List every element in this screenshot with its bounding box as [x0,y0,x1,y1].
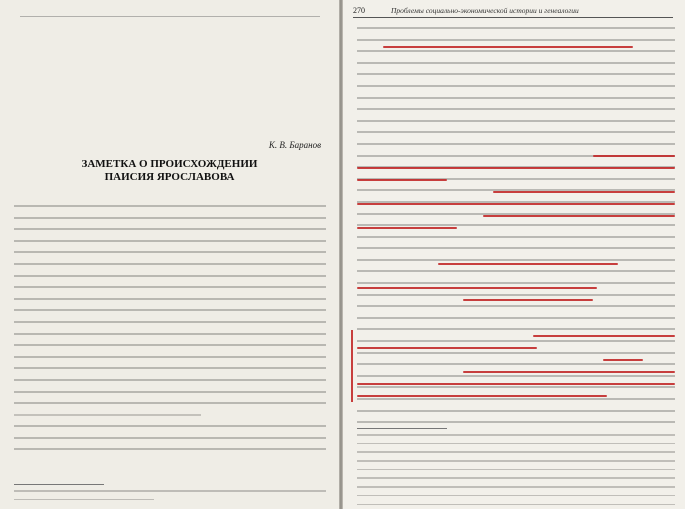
red-underline [463,299,593,301]
title-line-1: ЗАМЕТКА О ПРОИСХОЖДЕНИИ [81,158,258,170]
red-underline [533,335,675,337]
margin-mark [351,330,353,402]
red-underline [593,155,675,157]
red-underline [493,191,675,193]
right-page [343,0,685,509]
title-line-2: ПАИСИЯ ЯРОСЛАВОВА [104,171,235,183]
red-underline [357,227,457,229]
red-underline [357,383,675,385]
page-number: 270 [353,6,365,15]
red-underline [438,263,618,265]
footnote-rule [14,484,104,485]
red-underline [357,167,675,169]
header-rule [353,17,673,18]
red-underline [357,347,537,349]
red-underline [483,215,675,217]
left-text-block [14,205,326,460]
author-name: К. В. Баранов [268,140,321,150]
right-footnotes [357,434,675,509]
left-page [0,0,339,509]
red-underline [357,395,607,397]
red-underline [357,203,675,205]
running-head: Проблемы социально-экономической истории и генеалогии [391,6,579,15]
red-underline [463,371,675,373]
left-footnote [14,490,326,507]
article-title [0,158,339,184]
header-rule [20,16,320,17]
red-underline [603,359,643,361]
red-underline [357,179,447,181]
red-underline [383,46,633,48]
footnote-rule [357,428,447,429]
red-underline [357,287,597,289]
